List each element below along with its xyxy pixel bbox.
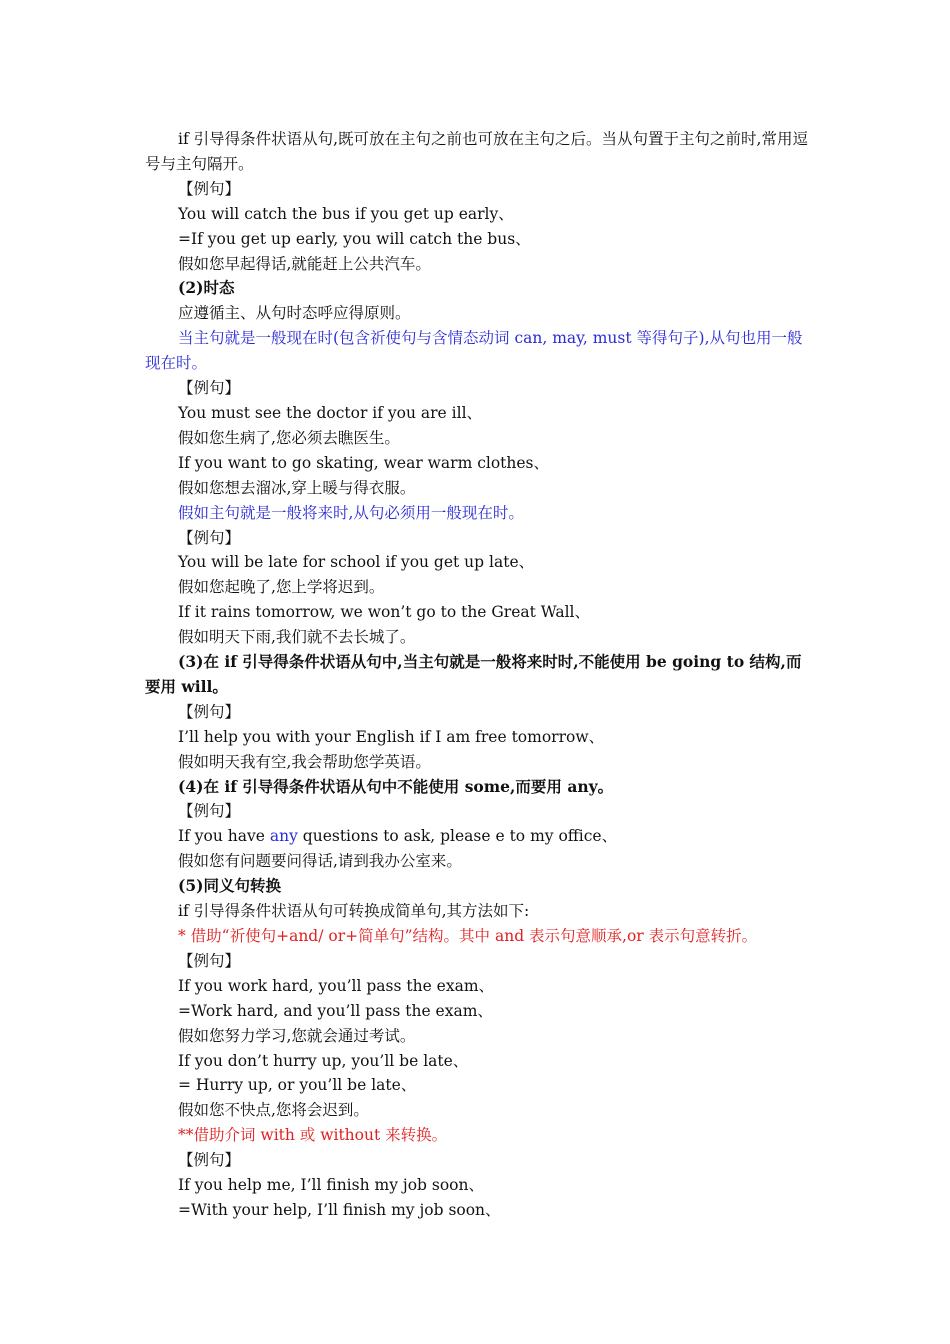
document-body xyxy=(145,127,810,1223)
example-sentence: If it rains tomorrow, we won’t go to the Great Wall、 xyxy=(178,603,591,622)
example-heading: 【例句】 xyxy=(178,528,241,547)
example-translation: 假如您努力学习,您就会通过考试。 xyxy=(178,1026,416,1045)
example-translation: 假如您不快点,您将会迟到。 xyxy=(178,1101,369,1120)
rule-highlight-red: * 借助“祈使句+and/ or+简单句”结构。其中 and 表示句意顺承,or 表示句意转折。 xyxy=(178,927,758,945)
example-sentence: If you don’t hurry up, you’ll be late、 xyxy=(178,1051,469,1070)
section-heading-some-any: (4)在 if 引导得条件状语从句中不能使用 some,而要用 any。 xyxy=(178,776,614,796)
rule-highlight-blue: 当主句就是一般现在时(包含祈使句与含情态动词 can, may, must 等得句子),从句也用一般现在时。 xyxy=(145,329,803,373)
section-heading-tense: (2)时态 xyxy=(178,278,235,298)
example-heading: 【例句】 xyxy=(178,1151,241,1170)
rule-highlight-blue: 假如主句就是一般将来时,从句必须用一般现在时。 xyxy=(178,503,524,522)
example-sentence: =If you get up early, you will catch the bus、 xyxy=(178,229,531,248)
example-translation: 假如您早起得话,就能赶上公共汽车。 xyxy=(178,254,431,273)
rule-text: if 引导得条件状语从句可转换成简单句,其方法如下: xyxy=(178,902,530,921)
example-sentence: You must see the doctor if you are ill、 xyxy=(178,403,483,422)
rule-highlight-red: **借助介词 with 或 without 来转换。 xyxy=(178,1126,448,1145)
sentence-part: If you have xyxy=(178,827,270,846)
example-sentence: If you help me, I’ll finish my job soon、 xyxy=(178,1176,484,1195)
intro-paragraph: if 引导得条件状语从句,既可放在主句之前也可放在主句之后。当从句置于主句之前时,常用逗号与主句隔开。 xyxy=(145,130,808,173)
sentence-part: questions to ask, please e to my office、 xyxy=(297,827,618,846)
example-sentence: =With your help, I’ll finish my job soon、 xyxy=(178,1200,501,1219)
example-heading: 【例句】 xyxy=(178,702,241,721)
example-sentence: I’ll help you with your English if I am free tomorrow、 xyxy=(178,727,605,746)
example-heading: 【例句】 xyxy=(178,802,241,821)
section-heading-be-going-to: (3)在 if 引导得条件状语从句中,当主句就是一般将来时时,不能使用 be going to 结构,而要用 will。 xyxy=(145,652,802,696)
rule-text: 应遵循主、从句时态呼应得原则。 xyxy=(178,304,411,323)
example-heading: 【例句】 xyxy=(178,951,241,970)
example-heading: 【例句】 xyxy=(178,179,241,198)
example-translation: 假如您生病了,您必须去瞧医生。 xyxy=(178,428,400,447)
example-sentence xyxy=(145,824,810,849)
highlighted-word-any: any xyxy=(269,827,298,846)
example-sentence: =Work hard, and you’ll pass the exam、 xyxy=(178,1001,493,1020)
example-sentence: = Hurry up, or you’ll be late、 xyxy=(178,1076,417,1095)
example-sentence: If you work hard, you’ll pass the exam、 xyxy=(178,976,495,995)
example-translation: 假如明天我有空,我会帮助您学英语。 xyxy=(178,752,431,771)
example-translation: 假如您起晚了,您上学将迟到。 xyxy=(178,578,385,597)
example-sentence: You will be late for school if you get up late、 xyxy=(178,553,535,572)
section-heading-synonym: (5)同义句转换 xyxy=(178,876,281,896)
example-translation: 假如您有问题要问得话,请到我办公室来。 xyxy=(178,852,462,871)
example-translation: 假如您想去溜冰,穿上暖与得衣服。 xyxy=(178,478,416,497)
example-sentence: You will catch the bus if you get up early、 xyxy=(178,204,514,223)
example-sentence: If you want to go skating, wear warm clothes、 xyxy=(178,453,550,472)
example-heading: 【例句】 xyxy=(178,379,241,398)
example-translation: 假如明天下雨,我们就不去长城了。 xyxy=(178,628,416,647)
